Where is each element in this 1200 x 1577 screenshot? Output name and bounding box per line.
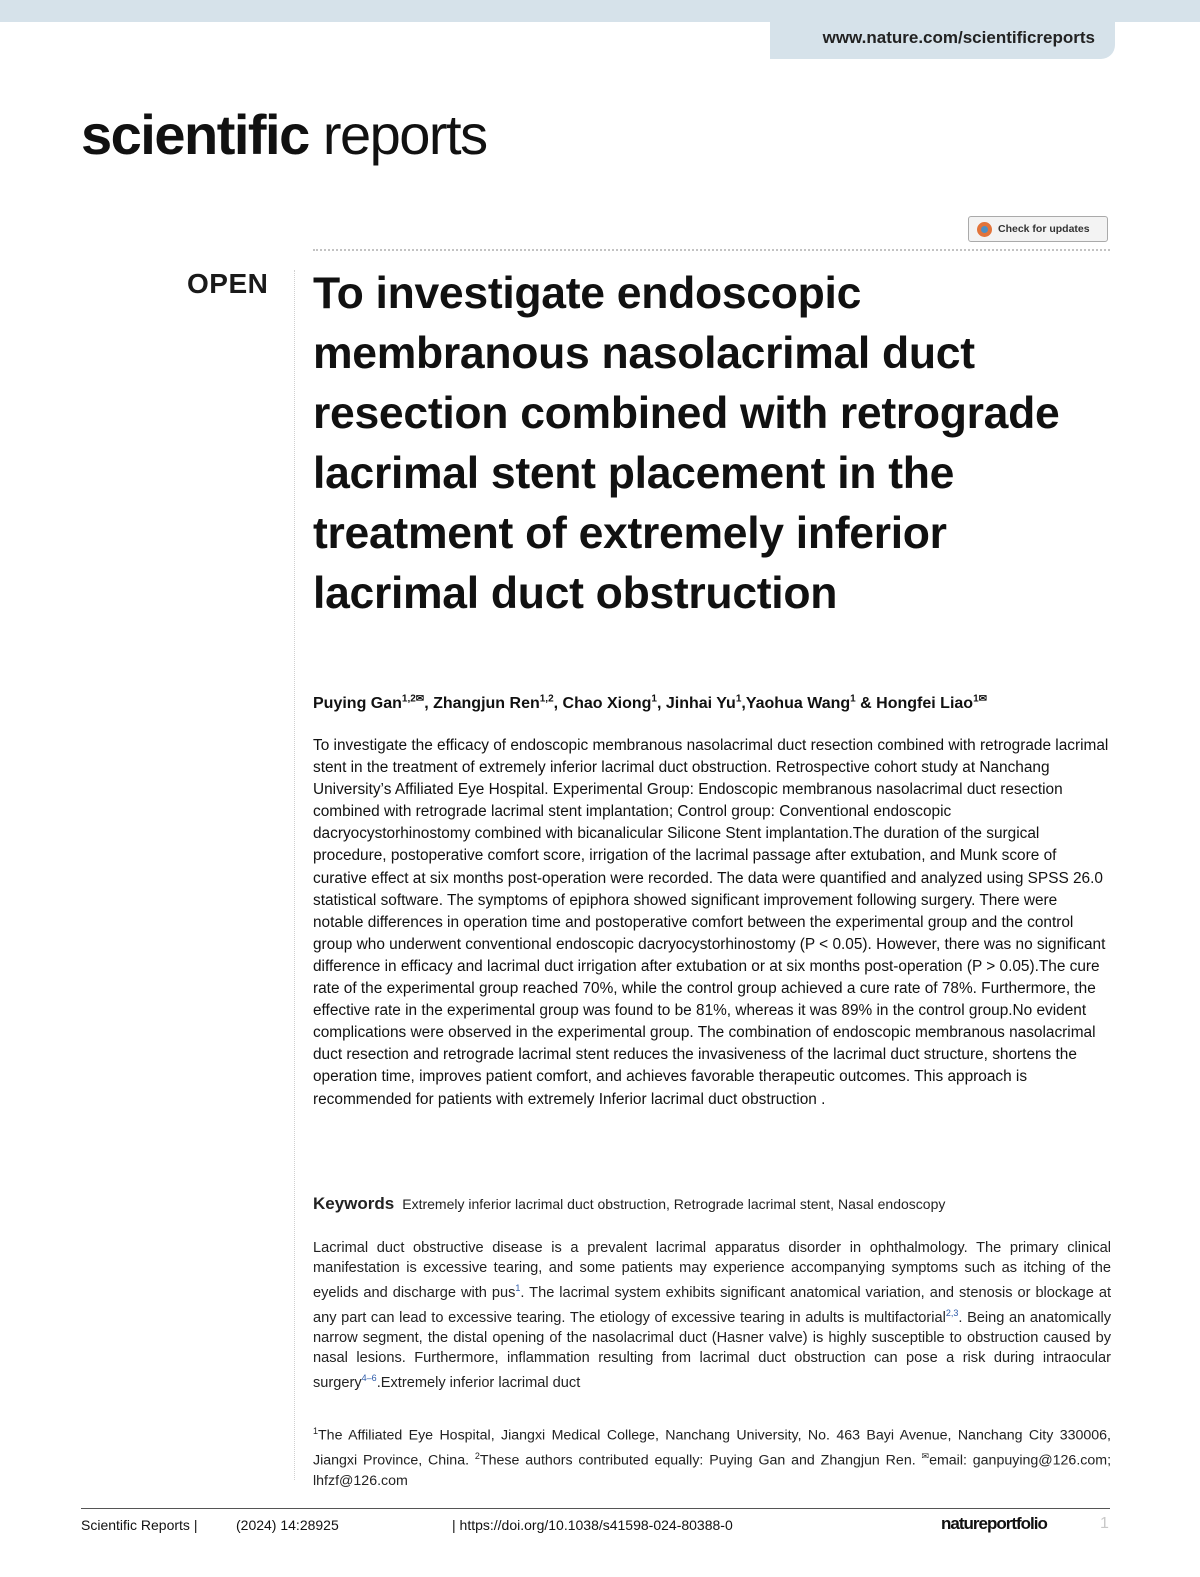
open-access-label: OPEN [187, 268, 269, 299]
author: Puying Gan$^{1,2✉}$, [313, 694, 434, 713]
abstract: To investigate the efficacy of endoscopic membranous nasolacrimal duct resection combined with retrograde lacrimal stent in the treatment of extremely inferior lacrimal duct obstruction. Retrospective cohort study at Nanchang University’s Affiliated Eye Hospital. Experimental Group: Endoscopic membranous nasolacrimal duct resection combined with retrograde lacrimal stent implantation; Control group: Conventional endoscopic dacryocystorhinostomy combined with bicanalicular Silicone Stent implantation.The duration of the surgical procedure, postoperative comfort score, irrigation of the lacrimal passage after extubation, and Munk score of curative effect at six months post-operation were recorded. The data were quantified and analyzed using SPSS 26.0 statistical software. The symptoms of epiphora showed significant improvement following surgery. There were notable differences in operation time and postoperative comfort between the experimental group and the control group who underwent conventional endoscopic dacryocystorhinostomy (P < 0.05). However, there was no significant difference in efficacy and lacrimal duct irrigation after extubation or at six months post-operation (P > 0.05).The cure rate of the experimental group reached 70%, while the control group achieved a cure rate of 78%. Furthermore, the effective rate in the experimental group was found to be 81%, whereas it was 89% in the control group.No evident complications were observed in the experimental group. The combination of endoscopic membranous nasolacrimal duct resection and retrograde lacrimal stent reduces the invasiveness of the lacrimal duct structure, shortens the operation time, improves patient comfort, and achieves favorable therapeutic outcomes. This approach is recommended for patients with extremely Inferior lacrimal duct obstruction . [313, 737, 1109, 1108]
margin-rule [294, 270, 295, 1480]
page-number: 1 [1100, 1515, 1109, 1532]
journal-url[interactable]: www.nature.com/scientificreports [822, 28, 1095, 47]
journal-logo [81, 102, 487, 167]
citation-link[interactable]: 1 [515, 1283, 521, 1293]
author: Jinhai Yu$^1$, [665, 694, 746, 713]
keywords-list: Extremely inferior lacrimal duct obstruction, Retrograde lacrimal stent, Nasal endoscopy [402, 1196, 946, 1212]
check-for-updates-label: Check for updates [998, 223, 1090, 235]
affiliation-footnote: $^1$The Affiliated Eye Hospital, Jiangxi Medical College, Nanchang University, No. 463 Bayi Avenue, Nanchang City 330006, Jiangxi Province, China. $^2$These authors contributed equally: Puying Gan and Zhangjun Ren. ✉email: ganpuying@126.com; lhfzf@126.com [313, 1426, 1112, 1490]
keywords-label: Keywords [313, 1194, 395, 1213]
crossmark-icon [977, 222, 992, 237]
footer-rule [81, 1508, 1110, 1509]
citation-link[interactable]: 2,3 [945, 1307, 959, 1318]
top-bar [0, 0, 1200, 22]
correspondence-email[interactable]: email: ganpuying@126.com; lhfzf@126.com [313, 1452, 1112, 1490]
mail-icon: ✉ [921, 1451, 930, 1462]
body-paragraph: Lacrimal duct obstructive disease is a prevalent lacrimal apparatus disorder in ophthalmology. The primary clinical manifestation is excessive tearing, and some patients may experience accompanying symptoms such as itching of the eyelids and discharge with pus$^1$. The lacrimal system exhibits significant anatomical variation, and stenosis or blockage at any part can lead to excessive tearing. The etiology of excessive tearing in adults is multifactorial$^{2,3}$. Being an anatomically narrow segment, the distal opening of the nasolacrimal duct (Hasner valve) is highly susceptible to obstruction caused by nasal lesions. Furthermore, inflammation resulting from lacrimal duct obstruction can pose a risk during intraocular surgery$^{4-6}$.Extremely inferior lacrimal duct [313, 1240, 1111, 1391]
author: Yaohua Wang$^1$ & [745, 694, 877, 713]
keywords [313, 1194, 1113, 1214]
brand-light: reports [322, 103, 487, 166]
publisher-logo: natureportfolio [941, 1514, 1047, 1533]
author: Chao Xiong$^1$, [562, 694, 666, 713]
author: Hongfei Liao$^{1✉}$ [876, 694, 988, 713]
author: Zhangjun Ren$^{1,2}$, [433, 694, 563, 713]
footer-volume: (2024) 14:28925 [236, 1517, 339, 1533]
journal-url-tab[interactable] [770, 22, 1115, 59]
header-divider [313, 249, 1110, 251]
check-for-updates-button[interactable] [968, 216, 1108, 242]
article-title: To investigate endoscopic membranous nasolacrimal duct resection combined with retrograde lacrimal stent placement in the treatment of extremely inferior lacrimal duct obstruction [313, 269, 1060, 618]
brand-bold: scientific [81, 103, 309, 166]
doi-link[interactable]: | https://doi.org/10.1038/s41598-024-80388-0 [452, 1517, 733, 1533]
author-list [313, 694, 1113, 713]
footer-journal: Scientific Reports | [81, 1517, 198, 1533]
citation-link[interactable]: 4–6 [361, 1372, 377, 1383]
